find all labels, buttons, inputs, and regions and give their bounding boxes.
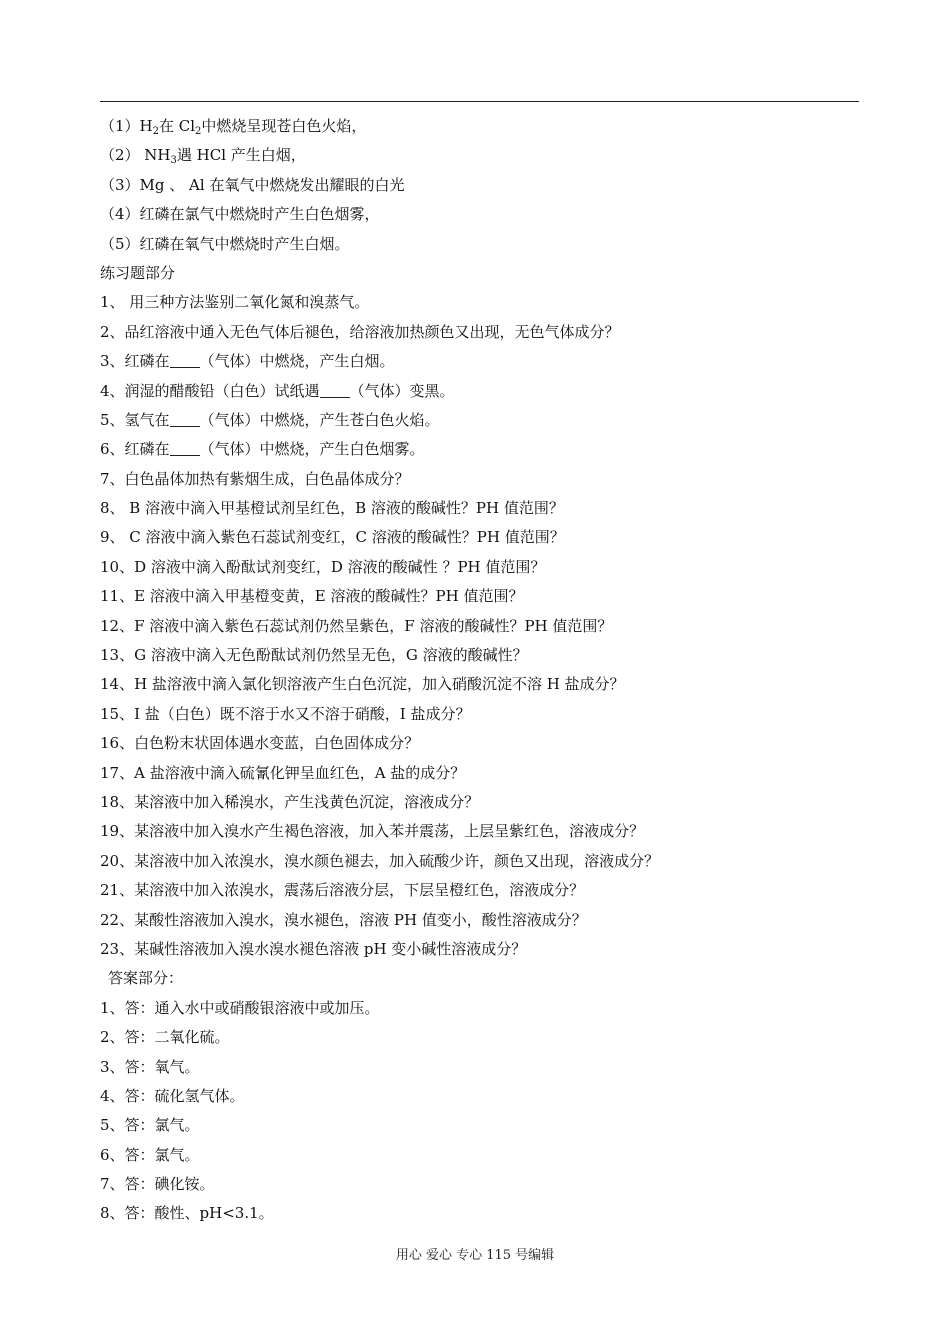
document-body [100,112,880,1229]
question-item: 8、 B 溶液中滴入甲基橙试剂呈红色，B 溶液的酸碱性？PH 值范围？ [100,499,564,518]
header-rule [100,101,859,102]
answer-list [100,994,880,1229]
question-item: 2、品红溶液中通入无色气体后褪色，给溶液加热颜色又出现，无色气体成分？ [100,322,620,341]
question-item: 13、G 溶液中滴入无色酚酞试剂仍然呈无色，G 溶液的酸碱性？ [100,646,528,665]
phenomenon-line-3: （3）Mg 、 Al 在氧气中燃烧发出耀眼的白光 [100,175,405,194]
question-item: 21、某溶液中加入浓溴水，震荡后溶液分层，下层呈橙红色，溶液成分？ [100,881,585,900]
question-item: 16、白色粉末状固体遇水变蓝，白色固体成分？ [100,734,420,753]
answer-item: 1、答：通入水中或硝酸银溶液中或加压。 [100,998,380,1017]
question-item: 18、某溶液中加入稀溴水，产生浅黄色沉淀，溶液成分？ [100,792,480,811]
phenomenon-line-2: （2） $NH_3$遇 HCl 产生白烟， [100,146,306,167]
answer-item: 2、答：二氧化硫。 [100,1028,230,1047]
answer-item: 3、答：氧气。 [100,1057,200,1076]
question-item: 17、A 盐溶液中滴入硫氰化钾呈血红色，A 盐的成分？ [100,763,466,782]
question-item: 5、氢气在 （气体）中燃烧，产生苍白色火焰。 [100,410,440,429]
fill-in-blank [170,353,200,368]
fill-in-blank [320,383,350,398]
question-item: 19、某溶液中加入溴水产生褐色溶液，加入苯并震荡，上层呈紫红色，溶液成分？ [100,822,645,841]
question-list [100,288,880,964]
question-item: 15、I 盐（白色）既不溶于水又不溶于硝酸，I 盐成分？ [100,704,471,723]
question-item: 10、D 溶液中滴入酚酞试剂变红，D 溶液的酸碱性 ？PH 值范围？ [100,557,546,576]
question-item: 22、某酸性溶液加入溴水，溴水褪色，溶液 PH 值变小，酸性溶液成分？ [100,910,587,929]
question-item: 14、H 盐溶液中滴入氯化钡溶液产生白色沉淀，加入硝酸沉淀不溶 H 盐成分？ [100,675,625,694]
answer-item: 6、答：氯气。 [100,1145,200,1164]
question-item: 11、E 溶液中滴入甲基橙变黄，E 溶液的酸碱性？PH 值范围？ [100,587,524,606]
question-item: 23、某碱性溶液加入溴水溴水褪色溶液 pH 变小碱性溶液成分？ [100,939,527,958]
question-item: 7、白色晶体加热有紫烟生成，白色晶体成分？ [100,469,410,488]
answer-item: 8、答：酸性、pH<3.1。 [100,1204,274,1223]
fill-in-blank [170,441,200,456]
exercise-heading: 练习题部分 [100,263,176,282]
question-item: 1、 用三种方法鉴别二氧化氮和溴蒸气。 [100,293,370,312]
phenomenon-line-5: （5）红磷在氧气中燃烧时产生白烟。 [100,234,350,253]
question-item: 3、红磷在 （气体）中燃烧，产生白烟。 [100,352,395,371]
answer-item: 5、答：氯气。 [100,1116,200,1135]
question-item: 12、F 溶液中滴入紫色石蕊试剂仍然呈紫色，F 溶液的酸碱性？PH 值范围？ [100,616,613,635]
question-item: 9、 C 溶液中滴入紫色石蕊试剂变红，C 溶液的酸碱性？PH 值范围？ [100,528,565,547]
answer-item: 4、答：硫化氢气体。 [100,1086,245,1105]
page-footer: 用心 爱心 专心 115 号编辑 [395,1248,555,1263]
answer-heading: 答案部分： [108,969,184,988]
question-item: 6、红磷在 （气体）中燃烧，产生白色烟雾。 [100,440,425,459]
phenomenon-line-4: （4）红磷在氯气中燃烧时产生白色烟雾， [100,205,380,224]
question-item: 20、某溶液中加入浓溴水，溴水颜色褪去，加入硫酸少许，颜色又出现，溶液成分？ [100,851,660,870]
answer-item: 7、答：碘化铵。 [100,1175,215,1194]
fill-in-blank [170,412,200,427]
phenomenon-line-1: $(1)H_2$在 $Cl_2$中燃烧呈现苍白色火焰， [100,117,367,137]
question-item: 4、润湿的醋酸铅（白色）试纸遇 （气体）变黑。 [100,381,455,400]
